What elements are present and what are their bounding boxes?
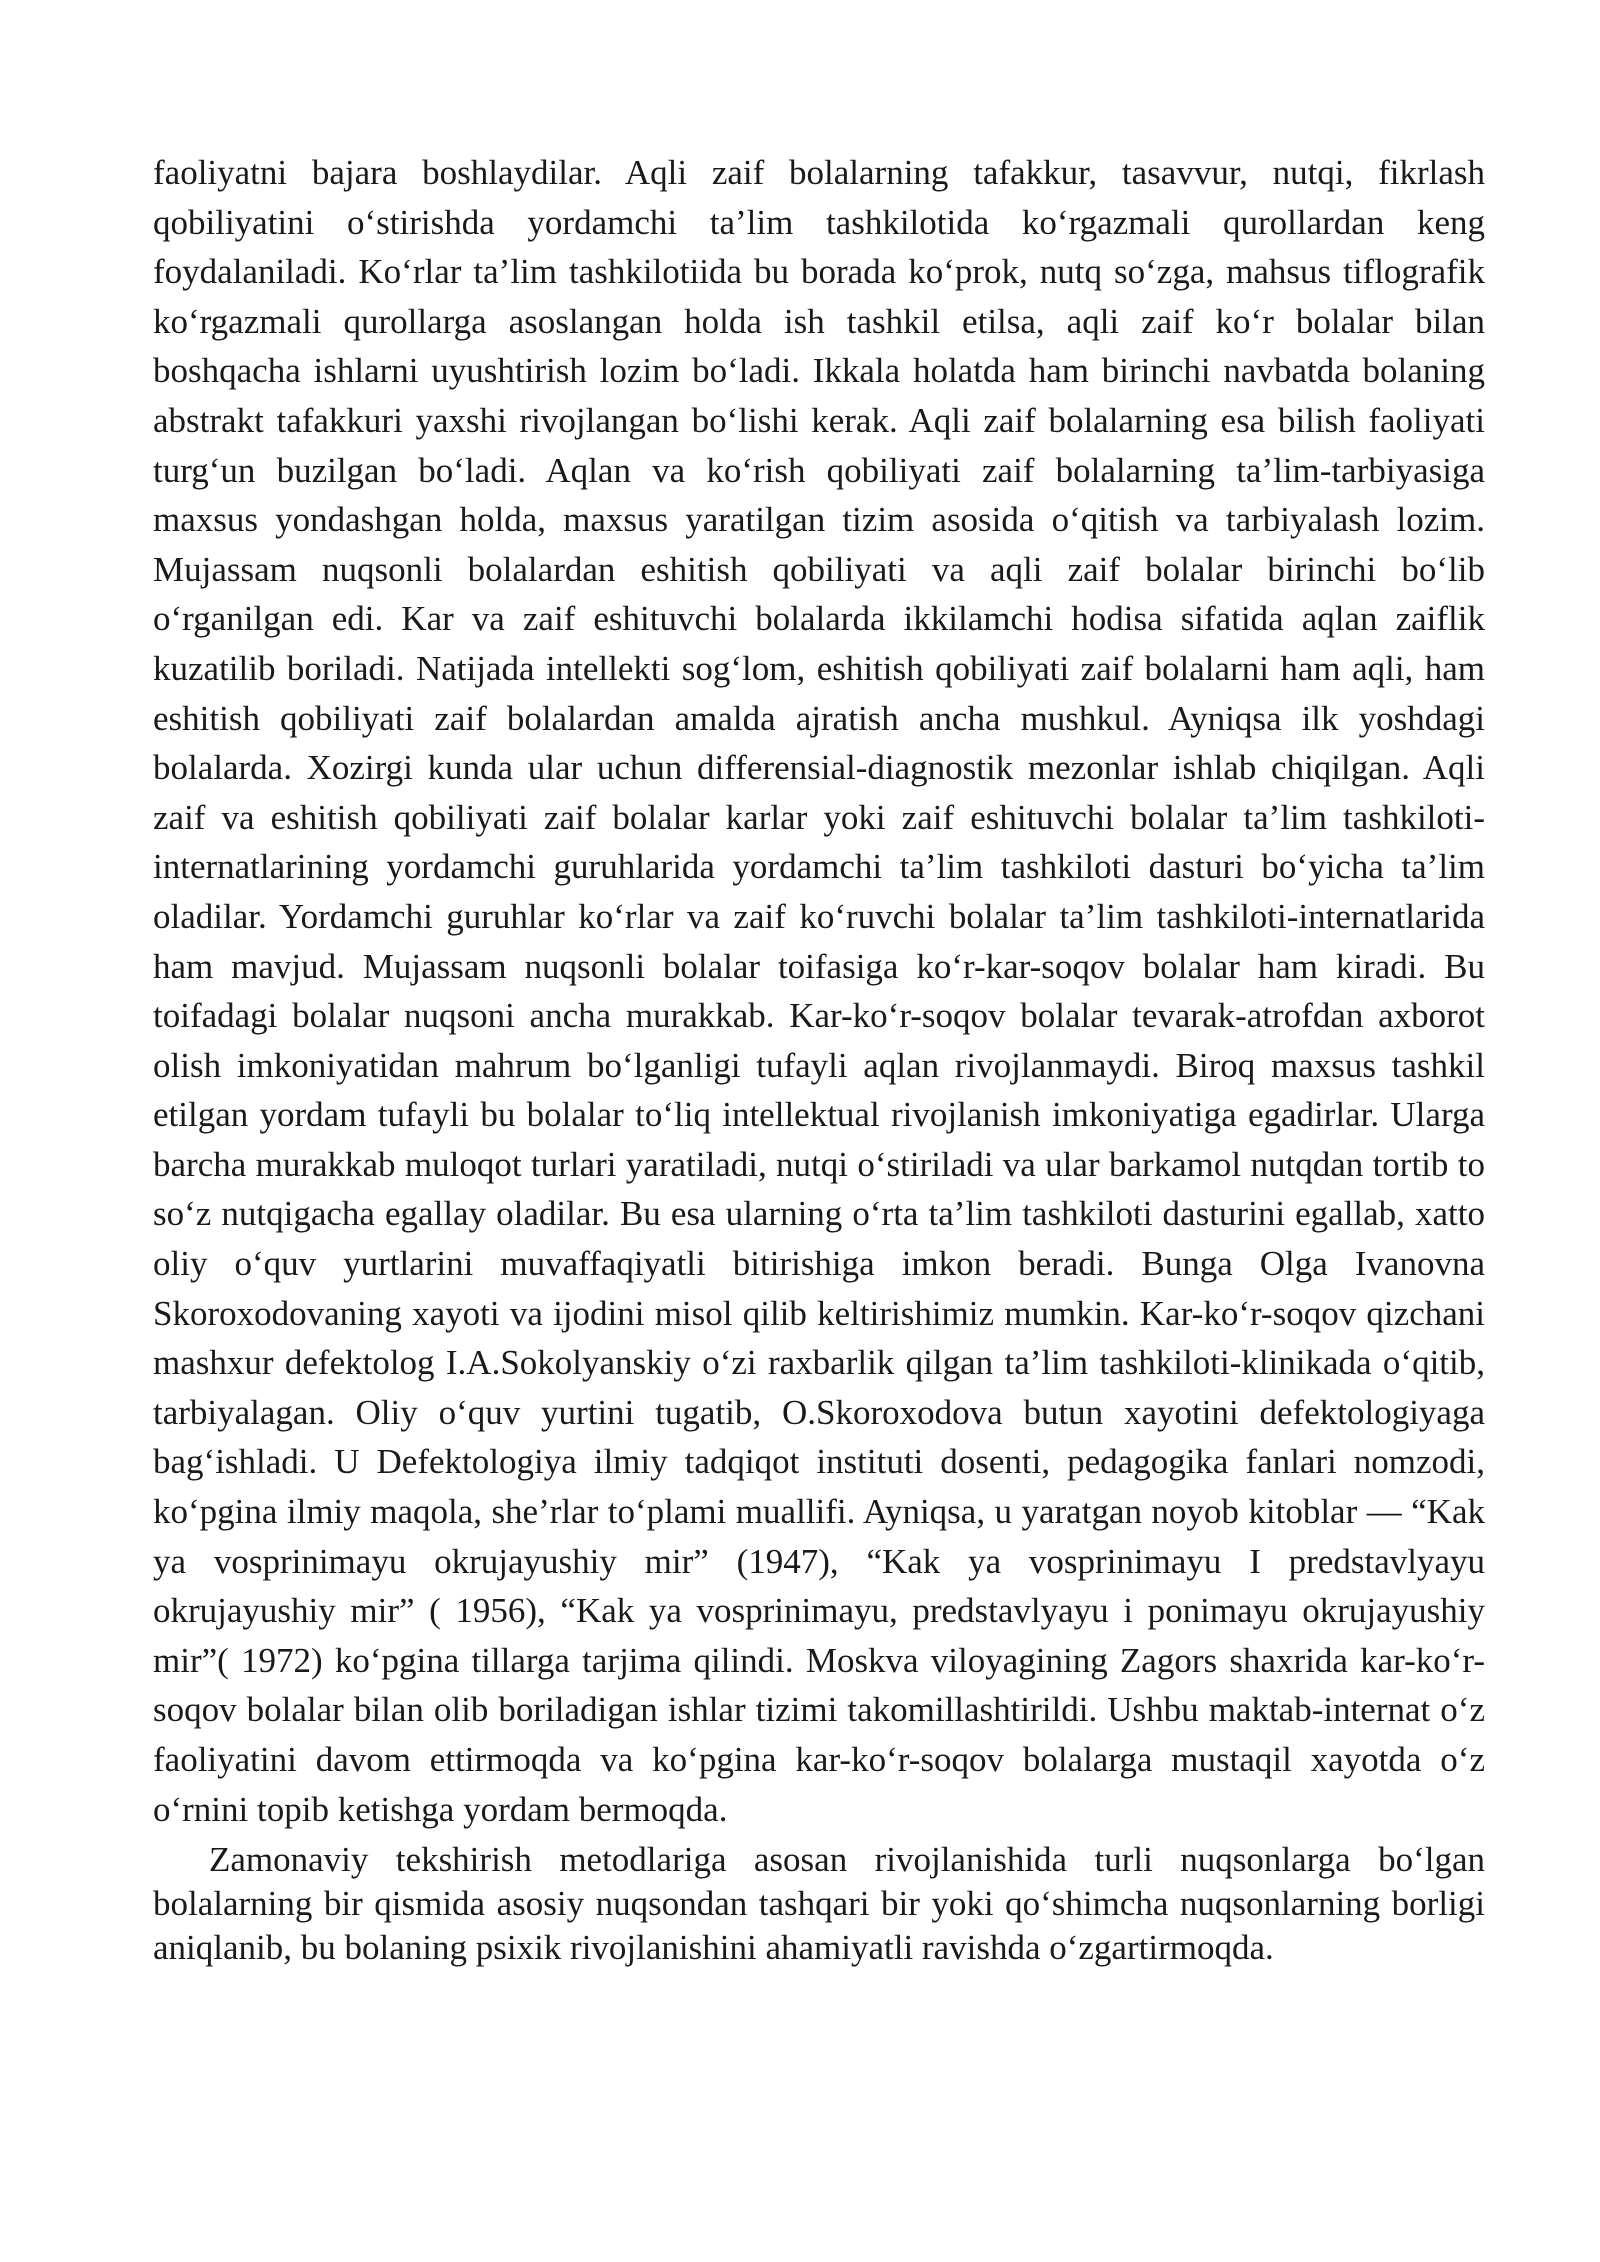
document-page bbox=[153, 148, 1485, 1970]
body-paragraph: Zamonaviy tekshirish metodlariga asosan rivojlanishida turli nuqsonlarga bo‘lgan bolalarning bir qismida asosiy nuqsondan tashqari bir yoki qo‘shimcha nuqsonlarning borligi aniqlanib, bu bolaning psixik rivojlanishini ahamiyatli ravishda o‘zgartirmoqda. bbox=[153, 1840, 1485, 1968]
body-paragraph: faoliyatni bajara boshlaydilar. Aqli zaif bolalarning tafakkur, tasavvur, nutqi, fikrlash qobiliyatini o‘stirishda yordamchi ta’lim tashkilotida ko‘rgazmali qurollardan keng foydalaniladi. Ko‘rlar ta’lim tashkilotiida bu borada ko‘prok, nutq so‘zga, mahsus tiflografik ko‘rgazmali qurollarga asoslangan holda ish tashkil etilsa, aqli zaif ko‘r bolalar bilan boshqacha ishlarni uyushtirish lozim bo‘ladi. Ikkala holatda ham birinchi navbatda bolaning abstrakt tafakkuri yaxshi rivojlangan bo‘lishi kerak. Aqli zaif bolalarning esa bilish faoliyati turg‘un buzilgan bo‘ladi. Aqlan va ko‘rish qobiliyati zaif bolalarning ta’lim-tarbiyasiga maxsus yondashgan holda, maxsus yaratilgan tizim asosida o‘qitish va tarbiyalash lozim. Mujassam nuqsonli bolalardan eshitish qobiliyati va aqli zaif bolalar birinchi bo‘lib o‘rganilgan edi. Kar va zaif eshituvchi bolalarda ikkilamchi hodisa sifatida aqlan zaiflik kuzatilib boriladi. Natijada intellekti sog‘lom, eshitish qobiliyati zaif bolalarni ham aqli, ham eshitish qobiliyati zaif bolalardan amalda ajratish ancha mushkul. Ayniqsa ilk yoshdagi bolalarda. Xozirgi kunda ular uchun differensial-diagnostik mezonlar ishlab chiqilgan. Aqli zaif va eshitish qobiliyati zaif bolalar karlar yoki zaif eshituvchi bolalar ta’lim tashkiloti-internatlarining yordamchi guruhlarida yordamchi ta’lim tashkiloti dasturi bo‘yicha ta’lim oladilar. Yordamchi guruhlar ko‘rlar va zaif ko‘ruvchi bolalar ta’lim tashkiloti-internatlarida ham mavjud. Mujassam nuqsonli bolalar toifasiga ko‘r-kar-soqov bolalar ham kiradi. Bu toifadagi bolalar nuqsoni ancha murakkab. Kar-ko‘r-soqov bolalar tevarak-atrofdan axborot olish imkoniyatidan mahrum bo‘lganligi tufayli aqlan rivojlanmaydi. Biroq maxsus tashkil etilgan yordam tufayli bu bolalar to‘liq intellektual rivojlanish imkoniyatiga egadirlar. Ularga barcha murakkab muloqot turlari yaratiladi, nutqi o‘stiriladi va ular barkamol nutqdan tortib to so‘z nutqigacha egallay oladilar. Bu esa ularning o‘rta ta’lim tashkiloti dasturini egallab, xatto oliy o‘quv yurtlarini muvaffaqiyatli bitirishiga imkon beradi. Bunga Olga Ivanovna Skoroxodovaning xayoti va ijodini misol qilib keltirishimiz mumkin. Kar-ko‘r-soqov qizchani mashxur defektolog I.A.Sokolyanskiy o‘zi raxbarlik qilgan ta’lim tashkiloti-klinikada o‘qitib, tarbiyalagan. Oliy o‘quv yurtini tugatib, O.Skoroxodova butun xayotini defektologiyaga bag‘ishladi. U Defektologiya ilmiy tadqiqot instituti dosenti, pedagogika fanlari nomzodi, ko‘pgina ilmiy maqola, she’rlar to‘plami muallifi. Ayniqsa, u yaratgan noyob kitoblar — “Kak ya vosprinimayu okrujayushiy mir” (1947), “Kak ya vosprinimayu I predstavlyayu okrujayushiy mir” ( 1956), “Kak ya vosprinimayu, predstavlyayu i ponimayu okrujayushiy mir”( 1972) ko‘pgina tillarga tarjima qilindi. Moskva viloyagining Zagors shaxrida kar-ko‘r-soqov bolalar bilan olib boriladigan ishlar tizimi takomillashtirildi. Ushbu maktab-internat o‘z faoliyatini davom ettirmoqda va ko‘pgina kar-ko‘r-soqov bolalarga mustaqil xayotda o‘z o‘rnini topib ketishga yordam bermoqda. bbox=[153, 153, 1485, 1829]
